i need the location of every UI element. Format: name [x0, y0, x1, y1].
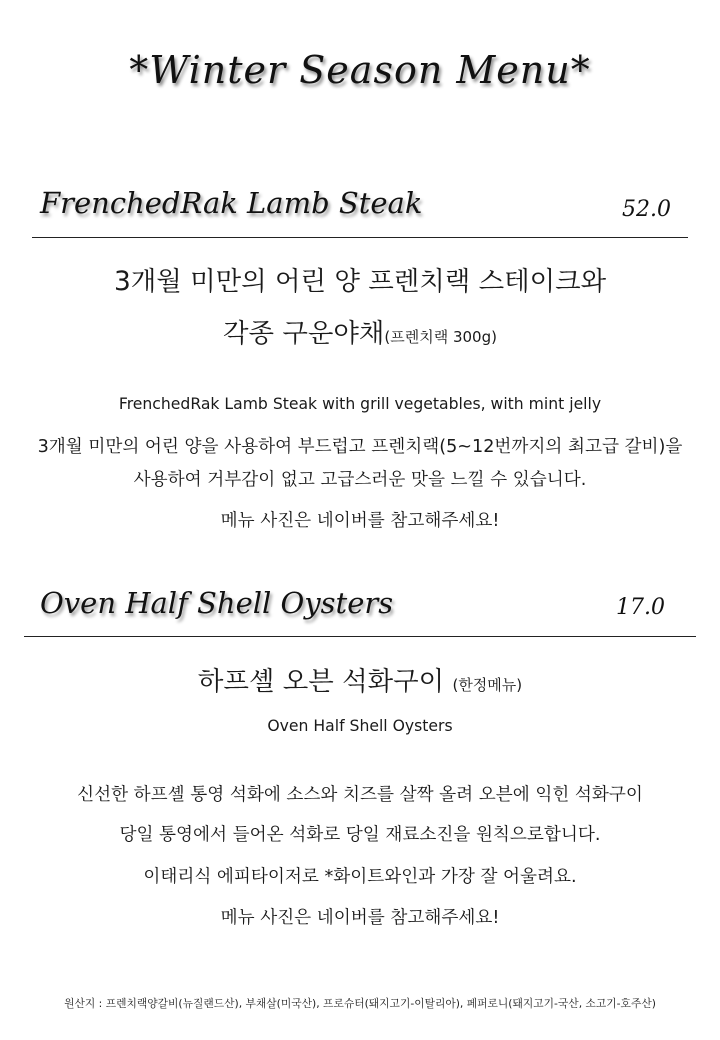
item-kr-title-text: 하프셸 오븐 석화구이	[197, 666, 445, 697]
section-divider	[24, 636, 696, 637]
item-price-lamb-steak: 52.0	[622, 197, 671, 222]
item-name-lamb-steak: FrenchedRak Lamb Steak	[40, 186, 423, 220]
item-kr-title-text: 각종 구운야채	[223, 318, 385, 349]
item-kr-title-line1: 3개월 미만의 어린 양 프렌치랙 스테이크와	[113, 266, 607, 297]
item-description-line: 신선한 하프셸 통영 석화에 소스와 치즈를 살짝 올려 오븐에 익힌 석화구이	[77, 785, 643, 805]
item-kr-title-note: (프렌치랙 300g)	[384, 328, 497, 346]
menu-title: *Winter Season Menu*	[129, 48, 591, 92]
item-description-line: 3개월 미만의 어린 양을 사용하여 부드럽고 프렌치랙(5~12번까지의 최고급 갈비)을	[37, 437, 683, 457]
item-kr-title-note: (한정메뉴)	[452, 676, 523, 694]
item-description-line: 당일 통영에서 들어온 석화로 당일 재료소진을 원칙으로합니다.	[119, 825, 601, 845]
section-divider	[32, 237, 688, 238]
item-en-description: FrenchedRak Lamb Steak with grill vegetables, with mint jelly	[118, 394, 602, 413]
origin-note: 원산지 : 프렌치랙양갈비(뉴질랜드산), 부채살(미국산), 프로슈터(돼지고기-이탈리아), 페퍼로니(돼지고기-국산, 소고기-호주산)	[64, 997, 656, 1010]
item-description-line: 메뉴 사진은 네이버를 참고해주세요!	[220, 908, 500, 928]
item-description-line: 메뉴 사진은 네이버를 참고해주세요!	[220, 511, 500, 531]
item-description-line: 사용하여 거부감이 없고 고급스러운 맛을 느낄 수 있습니다.	[133, 470, 587, 490]
item-description-line: 이태리식 에피타이저로 *화이트와인과 가장 잘 어울려요.	[143, 867, 577, 887]
item-kr-title	[0, 660, 720, 698]
item-name-oysters: Oven Half Shell Oysters	[40, 586, 394, 620]
item-en-description: Oven Half Shell Oysters	[267, 716, 453, 735]
item-price-oysters: 17.0	[616, 595, 665, 620]
item-kr-title-line2	[0, 312, 720, 350]
